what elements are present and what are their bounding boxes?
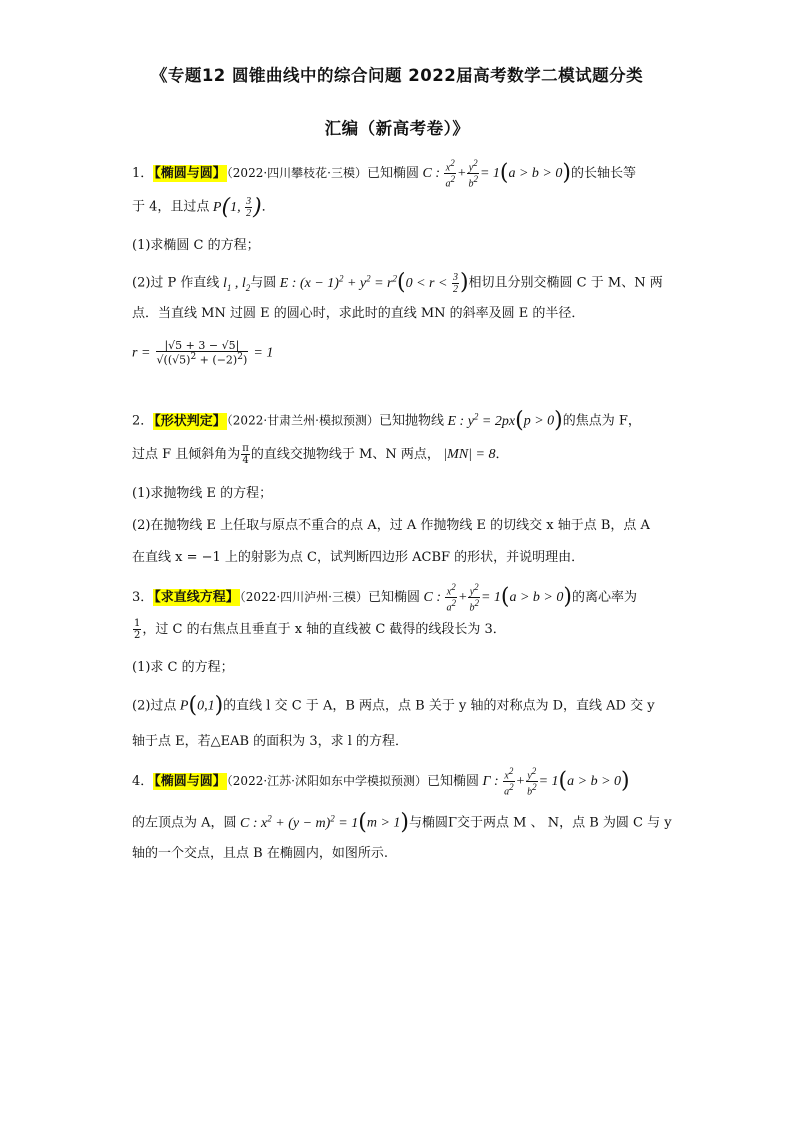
q1-ellipse-equation: C : $\frac{x^2}{a^2}$ + $\frac{y^2}{b^2}$ = 1	[418, 158, 500, 190]
q2-line-2: 过点 F 且倾斜角为 $\frac{\pi}{4}$ 的直线交抛物线于 M、N 两点， |MN| = 8．	[132, 443, 509, 466]
q1-line-1: 1．【椭圆与圆】（2022·四川攀枝花·三模）已知椭圆 C : $\frac{x^2}{a^2}$ + $\frac{y^2}{b^2}$ = 1(a > b > 0)的长轴长等	[132, 158, 636, 190]
q1-subquestion-2-line-1: (2)过 P 作直线 $l_1$ , $l_2$与圆 E : $(x - 1)^2 + y^2 = r^2(0 < r$ < $\frac{3}{2}$ )相切且分别交椭圆 C 于 M、N 两	[132, 270, 663, 296]
q1-source: （2022·四川攀枝花·三模）	[226, 166, 367, 181]
q2-subquestion-1: (1)求抛物线 E 的方程；	[132, 486, 273, 501]
q3-subquestion-2-line-1: (2)过点 P(0,1)的直线 l 交 C 于 A，B 两点，点 B 关于 y 轴的对称点为 D，直线 AD 交 y	[132, 693, 655, 718]
q1-tail: 的长轴长等	[570, 166, 636, 182]
q4-tag: 【椭圆与圆】	[154, 774, 226, 790]
q3-ellipse-equation: C : $\frac{x^2}{a^2}$ + $\frac{y^2}{b^2}$ = 1	[419, 582, 501, 614]
document-title-line-2: 汇编（新高考卷）》	[324, 119, 470, 138]
q2-chord-length: |MN| = 8	[439, 447, 496, 462]
q2-parabola-equation: E : $y^2 = 2px$	[443, 411, 516, 429]
q3-tag: 【求直线方程】	[154, 590, 239, 606]
q1-number: 1．	[132, 166, 154, 182]
q4-line-3: 轴的一个交点，且点 B 在椭圆内，如图所示.	[132, 846, 388, 861]
q1-point-expression: P(1, $\frac{3}{2}$ )	[209, 194, 262, 220]
q1-subquestion-2-line-2: 点．当直线 MN 过圆 E 的圆心时，求此时的直线 MN 的斜率及圆 E 的半径．	[132, 306, 585, 321]
q3-subquestion-1: (1)求 C 的方程；	[132, 660, 234, 675]
q1-radius-formula: r = $\frac{|√5 + 3 - √5|}{√((√5)^2 + (-2)^2)}$ = 1	[132, 339, 274, 367]
q3-line-1: 3．【求直线方程】（2022·四川泸州·三模）已知椭圆 C : $\frac{x^2}{a^2}$ + $\frac{y^2}{b^2}$ = 1(a > b > 0)的离心率为	[132, 582, 637, 614]
q1-line2-text: 于 4，且过点	[132, 199, 210, 215]
q4-ellipse-equation: Γ : $\frac{x^2}{a^2}$ + $\frac{y^2}{b^2}$ = 1	[478, 766, 559, 798]
q2-subquestion-2-line-2: 在直线 x = −1 上的射影为点 C，试判断四边形 ACBF 的形状，并说明理由．	[132, 550, 585, 565]
q1-line-2: 于 4，且过点 P(1, $\frac{3}{2}$ )．	[132, 194, 275, 220]
q2-subquestion-2-line-1: (2)在抛物线 E 上任取与原点不重合的点 A，过 A 作抛物线 E 的切线交 x 轴于点 B，点 A	[132, 518, 650, 533]
q1-stem: 已知椭圆	[366, 166, 419, 182]
q3-line-2: $\frac{1}{2}$ ，过 C 的右焦点且垂直于 x 轴的直线被 C 截得的线段长为 3．	[134, 618, 506, 641]
document-title-line-1: 《专题12 圆锥曲线中的综合问题 2022届高考数学二模试题分类	[150, 66, 644, 85]
q2-line-1: 2．【形状判定】（2022·甘肃兰州·模拟预测）已知抛物线 E : $y^2 = 2px(p > 0)$的焦点为 F，	[132, 408, 641, 434]
q2-tag: 【形状判定】	[154, 413, 226, 429]
q4-line-1: 4．【椭圆与圆】（2022·江苏·沭阳如东中学模拟预测）已知椭圆 Γ : $\frac{x^2}{a^2}$ + $\frac{y^2}{b^2}$ = 1(a > b > 0)	[132, 766, 630, 798]
q4-circle-equation: C : $x^2 + (y - m)^2 = 1$	[236, 813, 359, 831]
q1-subquestion-1: (1)求椭圆 C 的方程；	[132, 238, 260, 253]
q4-line-2: 的左顶点为 A，圆 C : $x^2 + (y - m)^2 = 1(m > 1)$与椭圆Γ交于两点 M 、 N，点 B 为圆 C 与 y	[132, 810, 672, 836]
q1-circle-equation: E : $(x - 1)^2 + y^2 = r^2$	[276, 273, 398, 291]
q1-tag: 【椭圆与圆】	[154, 166, 226, 182]
q3-subquestion-2-line-2: 轴于点 E，若△EAB 的面积为 3，求 l 的方程．	[132, 734, 409, 749]
